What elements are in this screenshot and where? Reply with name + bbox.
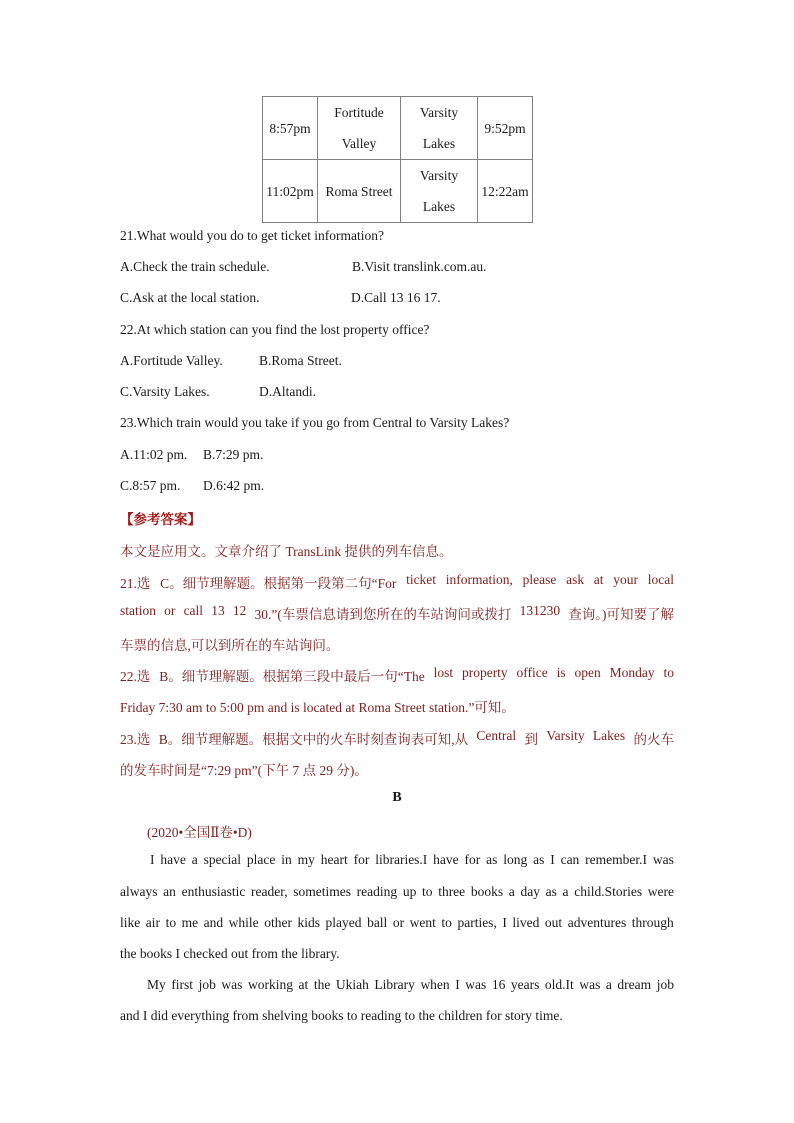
paragraph-1-line2: always an enthusiastic reader, sometimes reading up to three books a day as a child.Stories were xyxy=(120,884,674,899)
answer-23-line1: 23.选 B。细节理解题。根据文中的火车时刻查询表可知,从 Central 到 Varsity Lakes 的火车 xyxy=(120,728,674,747)
answer-21-line1: 21.选 C。细节理解题。根据第一段第二句“For ticket information, please ask at your local xyxy=(120,572,674,591)
to-station-line1: Varsity xyxy=(419,168,459,183)
depart-time-cell: 11:02pm xyxy=(263,160,318,223)
question-21: 21.What would you do to get ticket information? xyxy=(120,228,384,243)
question-22: 22.At which station can you find the lost property office? xyxy=(120,322,430,337)
to-station-cell xyxy=(401,97,478,160)
q21-option-b: B.Visit translink.com.au. xyxy=(352,259,487,274)
q23-option-b: B.7:29 pm. xyxy=(203,447,264,462)
q23-option-c: C.8:57 pm. xyxy=(120,478,181,493)
paragraph-1-line4: the books I checked out from the library. xyxy=(120,946,340,961)
from-station-line1: Fortitude xyxy=(334,105,384,120)
to-station-line2: Lakes xyxy=(422,136,456,151)
section-b-label: B xyxy=(392,790,402,805)
answer-23-line2: 的发车时间是“7:29 pm”(下午 7 点 29 分)。 xyxy=(120,763,368,778)
paragraph-1-line1: I have a special place in my heart for libraries.I have for as long as I can remember.I was xyxy=(150,852,674,867)
from-station-cell: Roma Street xyxy=(318,160,401,223)
answer-22-line1: 22.选 B。细节理解题。根据第三段中最后一句“The lost property office is open Monday to xyxy=(120,665,674,684)
train-schedule-table xyxy=(262,96,533,223)
question-23: 23.Which train would you take if you go from Central to Varsity Lakes? xyxy=(120,415,510,430)
arrive-time-cell: 12:22am xyxy=(478,160,533,223)
q21-option-a: A.Check the train schedule. xyxy=(120,259,270,274)
answer-key-heading: 【参考答案】 xyxy=(120,512,201,528)
q22-option-d: D.Altandi. xyxy=(259,384,316,399)
q22-option-a: A.Fortitude Valley. xyxy=(120,353,223,368)
answer-21-line3: 车票的信息,可以到所在的车站询问。 xyxy=(120,638,340,653)
paragraph-1-line3: like air to me and while other kids played ball or went to parties, I lived out adventures through xyxy=(120,915,674,930)
q23-option-d: D.6:42 pm. xyxy=(203,478,265,493)
depart-time-cell: 8:57pm xyxy=(263,97,318,160)
paragraph-2-line1: My first job was working at the Ukiah Library when I was 16 years old.It was a dream job xyxy=(147,977,674,992)
answer-intro: 本文是应用文。文章介绍了 TransLink 提供的列车信息。 xyxy=(120,544,453,559)
q21-option-c: C.Ask at the local station. xyxy=(120,290,260,305)
from-station-line2: Valley xyxy=(341,136,377,151)
to-station-line2: Lakes xyxy=(422,199,456,214)
q23-option-a: A.11:02 pm. xyxy=(120,447,188,462)
table-row xyxy=(263,97,533,160)
answer-21-line2: station or call 13 12 30.”(车票信息请到您所在的车站询问或拨打 131230 查询。)可知要了解 xyxy=(120,603,674,622)
answer-22-line2: Friday 7:30 am to 5:00 pm and is located at Roma Street station.”可知。 xyxy=(120,700,515,715)
arrive-time-cell: 9:52pm xyxy=(478,97,533,160)
passage-source: (2020•全国Ⅱ卷•D) xyxy=(147,825,252,840)
paragraph-2-line2: and I did everything from shelving books to reading to the children for story time. xyxy=(120,1008,563,1023)
q22-option-c: C.Varsity Lakes. xyxy=(120,384,210,399)
q22-option-b: B.Roma Street. xyxy=(259,353,342,368)
q21-option-d: D.Call 13 16 17. xyxy=(351,290,441,305)
to-station-line1: Varsity xyxy=(419,105,459,120)
from-station-cell xyxy=(318,97,401,160)
table-row xyxy=(263,160,533,223)
to-station-cell xyxy=(401,160,478,223)
